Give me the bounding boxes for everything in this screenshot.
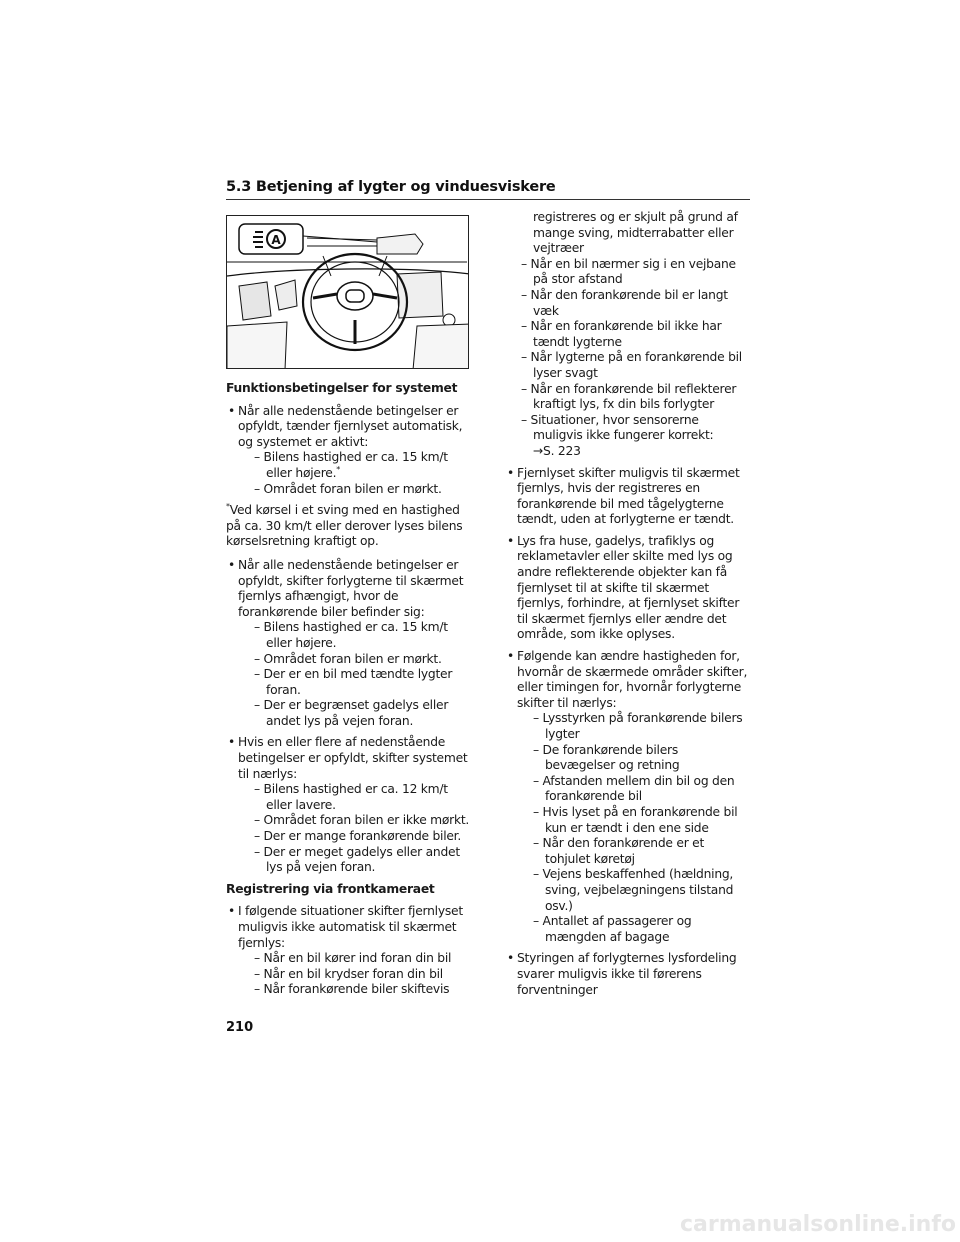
footnote bbox=[226, 503, 471, 550]
bullet-dot: • bbox=[507, 649, 515, 664]
sub-item: – Bilens hastighed er ca. 15 km/t eller højere. bbox=[254, 450, 448, 480]
sub-item: – Når en bil nærmer sig i en vejbane på stor afstand bbox=[521, 256, 736, 287]
auto-icon-letter: A bbox=[271, 233, 281, 247]
heading-operating-conditions: Funktionsbetingelser for systemet bbox=[226, 381, 458, 395]
sub-item: – Når den forankørende er et tohjulet køretøj bbox=[533, 836, 705, 866]
sub-item: – Bilens hastighed er ca. 12 km/t eller lavere. bbox=[254, 782, 448, 812]
sub-item: – Når den forankørende bil er langt væk bbox=[521, 287, 728, 318]
bullet-text: Hvis en eller flere af nedenstående betingelser er opfyldt, skifter systemet til nærlys: bbox=[238, 735, 468, 781]
sub-item: – Når en bil kører ind foran din bil bbox=[254, 951, 452, 966]
right-column bbox=[505, 210, 750, 1004]
heading-front-camera: Registrering via frontkameraet bbox=[226, 881, 435, 896]
bullet-text: Lys fra huse, gadelys, trafiklys og reklametavler eller skilte med lys og andre reflekterende objekter kan få fjernlyset til at skifte til skærmet fjernlys, forhindre, at fjernlyset skifter til skærmet fjernlys eller ændre det område, som ikke oplyses. bbox=[517, 533, 740, 642]
list-item bbox=[505, 649, 750, 945]
sub-item: – Området foran bilen er ikke mørkt. bbox=[254, 813, 470, 828]
sub-item: – Vejens beskaffenhed (hældning, sving, vejbelægningens tilstand osv.) bbox=[533, 867, 734, 913]
list-item bbox=[226, 904, 471, 998]
sub-item: – Bilens hastighed er ca. 15 km/t eller højere. bbox=[254, 620, 448, 650]
footnote-text: Ved kørsel i et sving med en hastighed på ca. 30 km/t eller derover lyses bilens kørselsretning kraftigt op. bbox=[226, 503, 463, 549]
sub-item: – Når en forankørende bil ikke har tændt lygterne bbox=[521, 319, 722, 349]
sub-item-continued: registreres og er skjult på grund af mange sving, midterrabatter eller vejtræer bbox=[533, 210, 738, 256]
sub-item: – De forankørende bilers bevægelser og retning bbox=[533, 742, 680, 773]
sub-item: – Antallet af passagerer og mængden af bagage bbox=[533, 914, 692, 944]
header-divider bbox=[226, 199, 750, 200]
sub-item: – Situationer, hvor sensorerne muligvis ikke fungerer korrekt: bbox=[521, 412, 714, 443]
bullet-text: Når alle nedenstående betingelser er opfyldt, skifter forlygterne til skærmet fjernlys afhængigt, hvor de forankørende biler befinder sig: bbox=[238, 557, 464, 619]
bullet-dot: • bbox=[228, 904, 236, 919]
list-item bbox=[226, 735, 471, 875]
list-item bbox=[226, 558, 471, 730]
sub-item: – Hvis lyset på en forankørende bil kun er tændt i den ene side bbox=[533, 804, 738, 835]
bullet-text: I følgende situationer skifter fjernlyset muligvis ikke automatisk til skærmet fjernlys: bbox=[238, 904, 463, 950]
sub-item: – Området foran bilen er mørkt. bbox=[254, 481, 442, 496]
bullet-text: Fjernlyset skifter muligvis til skærmet fjernlys, hvis der registreres en forankørende bil med tågelygterne tændt, uden at forlygterne er tændt. bbox=[517, 465, 740, 527]
bullet-dot: • bbox=[228, 557, 236, 572]
page-number: 210 bbox=[226, 1020, 254, 1035]
sub-item: – Området foran bilen er mørkt. bbox=[254, 651, 442, 666]
bullet-dot: • bbox=[228, 735, 236, 750]
bullet-dot: • bbox=[507, 533, 515, 548]
bullet-dot: • bbox=[228, 403, 236, 418]
sub-item: – Der er en bil med tændte lygter foran. bbox=[254, 667, 453, 697]
sub-item: – Der er mange forankørende biler. bbox=[254, 829, 462, 844]
bullet-text: Følgende kan ændre hastigheden for, hvornår de skærmede områder skifter, eller timingen for, hvornår forlygterne skifter til nærlys: bbox=[517, 649, 748, 710]
list-item bbox=[505, 534, 750, 643]
bullet-dot: • bbox=[507, 951, 515, 966]
sub-item: – Der er meget gadelys eller andet lys på vejen foran. bbox=[254, 844, 460, 875]
footnote-mark: * bbox=[336, 464, 340, 474]
list-item bbox=[226, 404, 471, 498]
sub-item: – Der er begrænset gadelys eller andet lys på vejen foran. bbox=[254, 698, 449, 728]
sub-item: – Lysstyrken på forankørende bilers lygter bbox=[533, 711, 743, 741]
sub-item: – Når lygterne på en forankørende bil lyser svagt bbox=[521, 350, 742, 380]
list-item bbox=[505, 951, 750, 998]
watermark-text: carmanualsonline.info bbox=[680, 1212, 956, 1237]
sub-item: – Når en bil krydser foran din bil bbox=[254, 966, 443, 981]
sub-item: – Når en forankørende bil reflekterer kraftigt lys, fx din bils forlygter bbox=[521, 381, 737, 412]
bullet-text: Når alle nedenstående betingelser er opfyldt, tænder fjernlyset automatisk, og systemet er aktivt: bbox=[238, 403, 463, 449]
bullet-text: Styringen af forlygternes lysfordeling svarer muligvis ikke til førerens forventninger bbox=[517, 951, 737, 997]
left-column bbox=[226, 381, 471, 1004]
footnote-mark: * bbox=[226, 502, 230, 512]
page-reference-link[interactable]: →S. 223 bbox=[533, 443, 581, 458]
dashboard-illustration bbox=[226, 215, 469, 369]
section-title: 5.3 Betjening af lygter og vinduesviskere bbox=[226, 179, 556, 195]
list-item bbox=[505, 466, 750, 528]
watermark-logo bbox=[620, 1203, 960, 1239]
sub-item: – Når forankørende biler skiftevis bbox=[254, 982, 450, 997]
bullet-dot: • bbox=[507, 465, 515, 480]
sub-item: – Afstanden mellem din bil og den forankørende bil bbox=[533, 773, 735, 804]
